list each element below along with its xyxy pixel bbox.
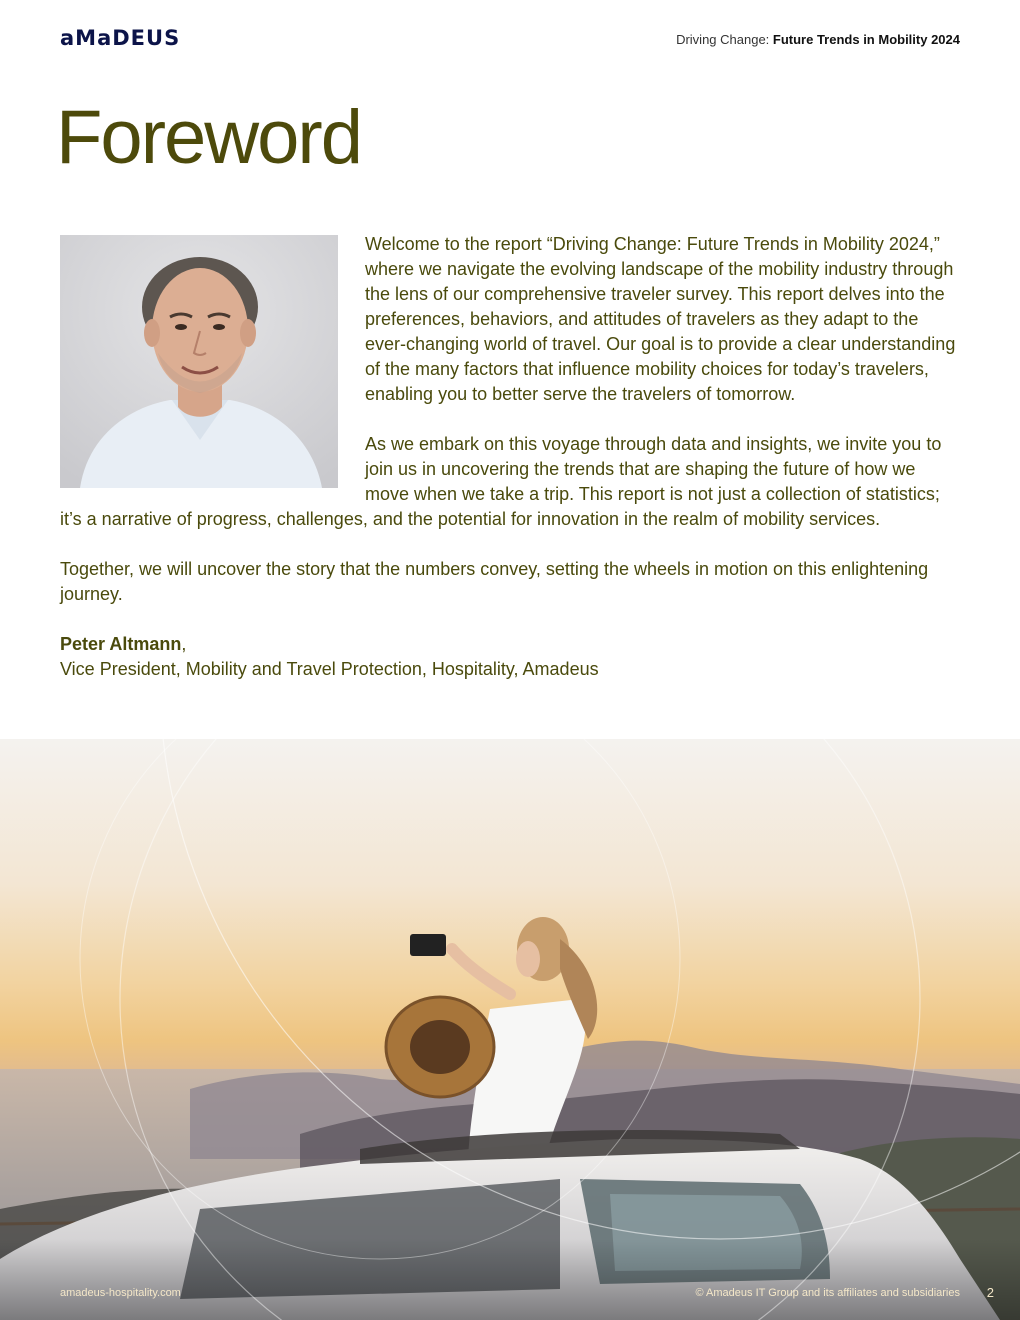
page-number: 2 xyxy=(986,1285,994,1300)
foreword-paragraph-3: Together, we will uncover the story that the numbers convey, setting the wheels in motion on this enlightening journey. xyxy=(60,559,929,604)
page-title: Foreword xyxy=(56,95,361,180)
foreword-body xyxy=(60,232,960,682)
travel-photo xyxy=(0,739,1020,1320)
footer-website[interactable]: amadeus-hospitality.com xyxy=(60,1287,181,1299)
report-header xyxy=(676,32,960,47)
report-prefix: Driving Change: xyxy=(676,32,773,47)
amadeus-logo: aMaDEUS xyxy=(60,26,181,50)
report-title: Future Trends in Mobility 2024 xyxy=(772,32,960,47)
signature xyxy=(60,632,960,682)
signature-name: Peter Altmann xyxy=(60,634,182,654)
foreword-paragraph-1: Welcome to the report “Driving Change: Future Trends in Mobility 2024,” where we navigate the evolving landscape of the mobility industry through the lens of our comprehensive traveler survey. This report delves into the preferences, behaviors, and attitudes of travelers as they adapt to the ever-changing world of travel. Our goal is to provide a clear understanding of the many factors that influence mobility choices for today’s travelers, enabling you to better serve the travelers of tomorrow. xyxy=(365,234,956,404)
foreword-paragraph-2: As we embark on this voyage through data and insights, we invite you to join us in uncovering the trends that are shaping the future of how we move when we take a trip. This report is not just a collection of statistics; it’s a narrative of progress, challenges, and the potential for innovation in the realm of mobility services. xyxy=(60,434,942,529)
signature-role: Vice President, Mobility and Travel Protection, Hospitality, Amadeus xyxy=(60,659,599,679)
footer-copyright: © Amadeus IT Group and its affiliates and subsidiaries xyxy=(695,1287,960,1299)
signature-comma: , xyxy=(181,634,187,654)
